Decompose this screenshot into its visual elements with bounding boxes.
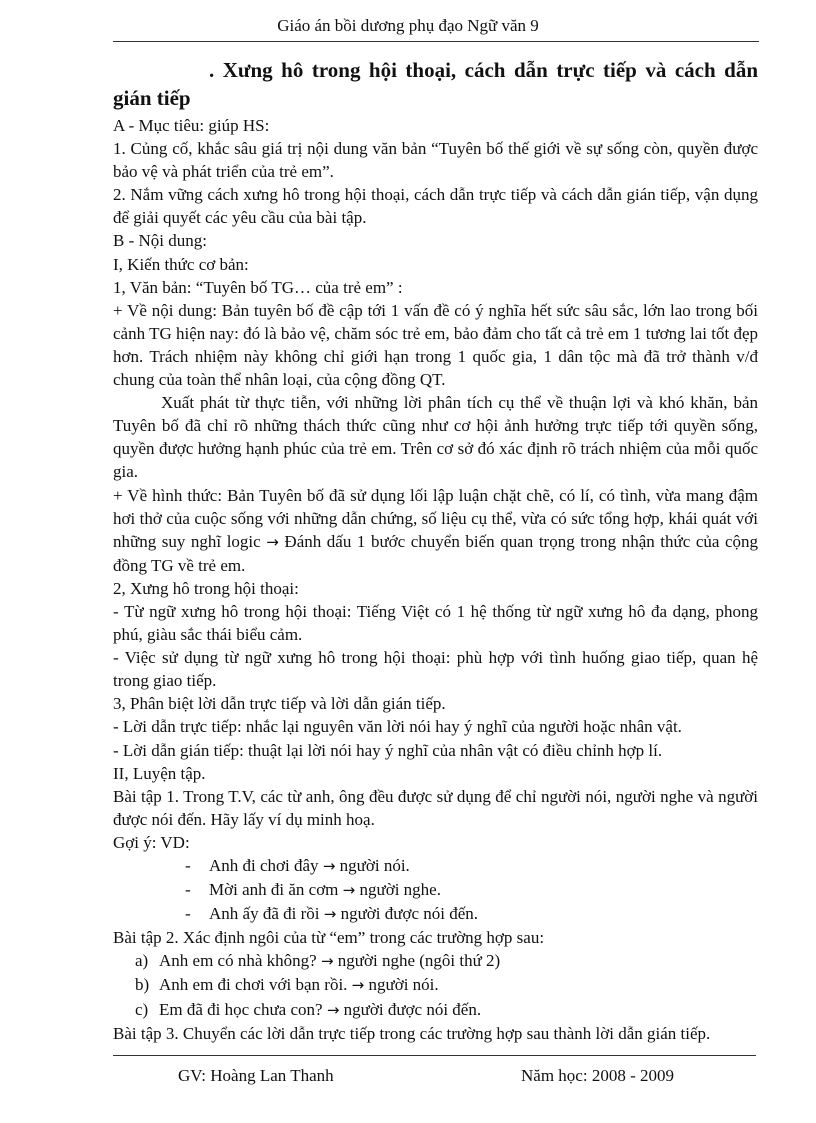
example-sentence: Mời anh đi ăn cơm (209, 880, 339, 900)
item-2-point-a: - Từ ngữ xưng hô trong hội thoại: Tiếng Việt có 1 hệ thống từ ngữ xưng hô đa dạng, phong phú, giàu sắc thái biểu cảm. (113, 601, 758, 645)
example-list (113, 854, 758, 926)
item-3-heading: 3, Phân biệt lời dẫn trực tiếp và lời dẫn gián tiếp. (113, 694, 446, 714)
arrow-right-icon: → (266, 532, 279, 551)
objective-1: 1. Củng cố, khắc sâu giá trị nội dung văn bản “Tuyên bố thế giới về sự sống còn, quyền được bảo vệ và phát triển của trẻ em”. (113, 139, 758, 182)
content-paragraph: + Về nội dung: Bản tuyên bố đề cập tới 1 vấn đề có ý nghĩa hết sức sâu sắc, lớn lao trong bối cảnh TG hiện nay: đó là bảo vệ, chăm sóc trẻ em, bảo đảm cho tất cả trẻ em 1 tương lai tốt đẹp hơn. Trách nhiệm này không chỉ giới hạn trong 1 quốc gia, 1 dân tộc mà đã trở thành v/đ chung của toàn thể nhân loại, của cộng đồng QT. (113, 300, 758, 390)
form-paragraph (113, 484, 758, 577)
list-item (185, 878, 758, 902)
case-sentence: Anh em có nhà không? (159, 951, 317, 971)
example-role: người được nói đến. (340, 904, 479, 924)
exercise-2: Bài tập 2. Xác định ngôi của từ “em” trong các trường hợp sau: (113, 928, 545, 948)
case-sentence: Em đã đi học chưa con? (159, 999, 323, 1019)
form-paragraph-conclusion: Đánh dấu 1 bước chuyển biến quan trọng trong nhận thức của cộng đồng TG về trẻ em. (113, 531, 759, 575)
objective-2: 2. Nắm vững cách xưng hô trong hội thoại, cách dẫn trực tiếp và cách dẫn gián tiếp, vận dụng để giải quyết các yêu cầu của bài tập. (113, 185, 758, 228)
page-header: Giáo án bồi dương phụ đạo Ngữ văn 9 (277, 16, 539, 35)
header-rule (113, 41, 759, 42)
case-answer: người được nói đến. (343, 999, 482, 1019)
exercise-3: Bài tập 3. Chuyển các lời dẫn trực tiếp trong các trường hợp sau thành lời dẫn gián tiếp. (113, 1023, 711, 1043)
arrow-right-icon: → (342, 881, 356, 900)
lesson-title-text: . Xưng hô trong hội thoại, cách dẫn trực tiếp và cách dẫn gián tiếp (113, 58, 758, 110)
section-a-heading: A - Mục tiêu: giúp HS: (113, 116, 270, 135)
case-sentence: Anh em đi chơi với bạn rồi. (159, 975, 348, 995)
footer-rule (113, 1055, 756, 1056)
exercise-1: Bài tập 1. Trong T.V, các từ anh, ông đều được sử dụng để chỉ người nói, người nghe và người được nói đến. Hãy lấy ví dụ minh hoạ. (113, 786, 758, 829)
case-list (113, 949, 758, 1021)
item-3-point-a: - Lời dẫn trực tiếp: nhắc lại nguyên văn lời nói hay ý nghĩ của người hoặc nhân vật. (113, 717, 682, 737)
list-item (135, 973, 758, 997)
analysis-paragraph: Xuất phát từ thực tiễn, với những lời phân tích cụ thể về thuận lợi và khó khăn, bản Tuyên bố đã chỉ rõ những thách thức cũng như cơ hội ảnh hưởng trực tiếp tới quyền sống, quyền được hưởng hạnh phúc của trẻ em. Trên cơ sở đó xác định rõ trách nhiệm của mỗi quốc gia. (113, 393, 758, 482)
case-label: a) (135, 951, 149, 971)
footer-school-year: Năm học: 2008 - 2009 (521, 1066, 674, 1085)
item-3-point-b: - Lời dẫn gián tiếp: thuật lại lời nói hay ý nghĩ của nhân vật có điều chỉnh hợp lí. (113, 740, 663, 760)
part-ii-heading: II, Luyện tập. (113, 763, 206, 783)
item-2-heading: 2, Xưng hô trong hội thoại: (113, 578, 299, 598)
example-role: người nói. (339, 856, 410, 875)
case-answer: người nghe (ngôi thứ 2) (337, 951, 501, 971)
list-item (135, 949, 758, 973)
footer-teacher: GV: Hoàng Lan Thanh (178, 1066, 334, 1085)
part-i-heading: I, Kiến thức cơ bản: (113, 254, 249, 274)
list-item (185, 902, 758, 926)
hint-label: Gợi ý: VD: (113, 832, 190, 852)
case-label: b) (135, 975, 150, 995)
arrow-right-icon: → (351, 976, 365, 995)
case-label: c) (135, 999, 149, 1019)
example-sentence: Anh ấy đã đi rồi (209, 904, 320, 924)
arrow-right-icon: → (322, 857, 336, 875)
arrow-right-icon: → (323, 905, 337, 924)
arrow-right-icon: → (326, 1000, 340, 1019)
list-item (135, 998, 758, 1022)
item-2-point-b: - Việc sử dụng từ ngữ xưng hô trong hội thoại: phù hợp với tình huống giao tiếp, quan hệ trong giao tiếp. (113, 648, 758, 691)
case-answer: người nói. (368, 975, 439, 995)
item-1-heading: 1, Văn bản: “Tuyên bố TG… của trẻ em” : (113, 277, 403, 297)
form-paragraph-text: + Về hình thức: Bản Tuyên bố đã sử dụng lối lập luận chặt chẽ, có lí, có tình, vừa mang đậm hơi thở của cuộc sống với những dẫn chứng, số liệu cụ thể, vừa có sức tổng hợp, khái quát với những suy nghĩ logic (113, 485, 758, 551)
example-sentence: Anh đi chơi đây (209, 856, 319, 875)
list-item (185, 854, 758, 878)
arrow-right-icon: → (320, 952, 334, 971)
document-body (113, 56, 758, 1045)
lesson-title (113, 56, 758, 112)
example-role: người nghe. (359, 880, 441, 900)
section-b-heading: B - Nội dung: (113, 231, 207, 251)
